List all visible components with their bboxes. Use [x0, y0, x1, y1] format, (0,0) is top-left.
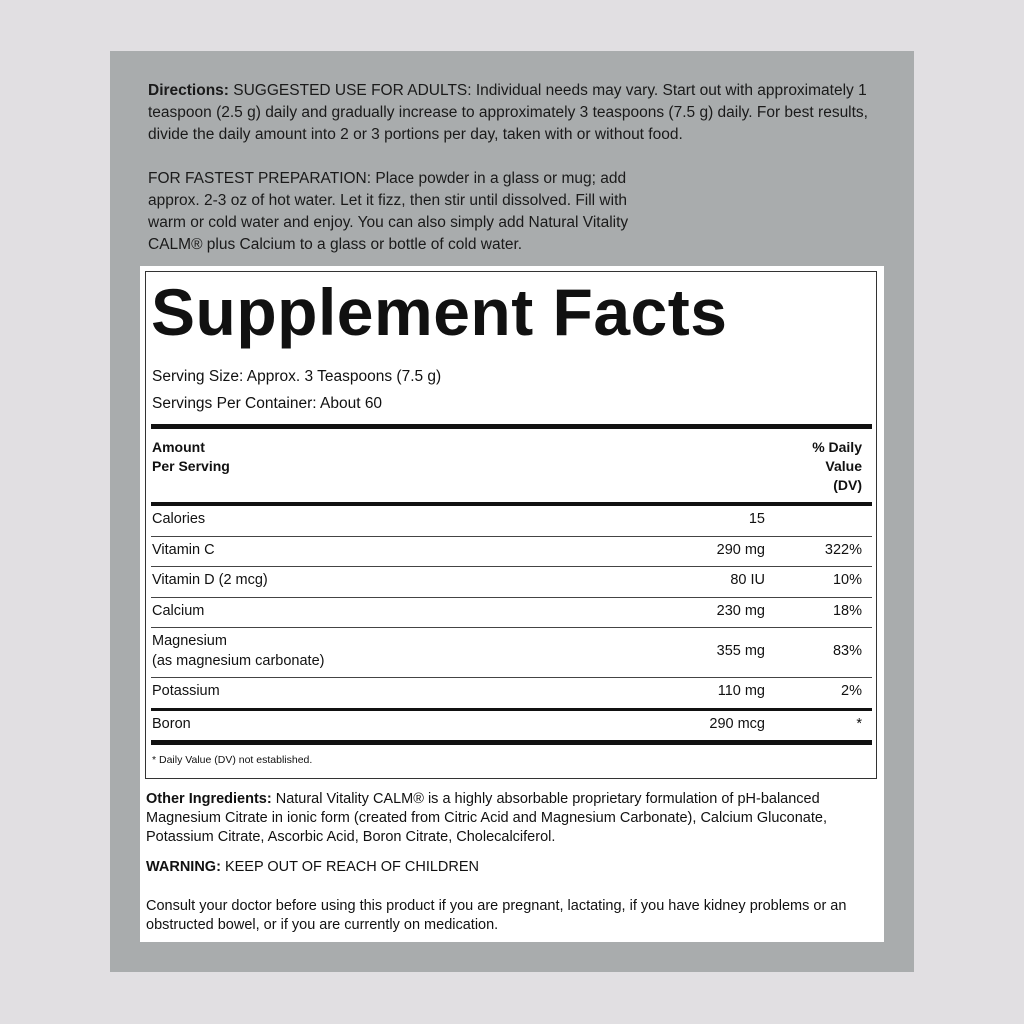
- warning-text: KEEP OUT OF REACH OF CHILDREN: [220, 859, 480, 875]
- thick-divider-bottom: [151, 740, 872, 745]
- nutrient-daily-value: *: [856, 716, 862, 732]
- medium-divider: [151, 708, 872, 711]
- supplement-facts-title: Supplement Facts: [151, 275, 728, 349]
- nutrient-name: Magnesium: [152, 633, 227, 649]
- preparation-paragraph: FOR FASTEST PREPARATION: Place powder in a glass or mug; add approx. 2-3 oz of hot water. Let it fizz, then stir until dissolved. Fill with warm or cold water and enjoy. You can also simply add Natural Vitality CALM® plus Calcium to a glass or bottle of cold water.: [148, 170, 629, 253]
- directions-label: Directions:: [148, 82, 229, 99]
- directions-section: [148, 80, 868, 256]
- nutrient-daily-value: 10%: [832, 572, 862, 588]
- other-ingredients: [146, 790, 878, 847]
- nutrient-daily-value: 2%: [841, 683, 862, 699]
- row-divider: [151, 536, 872, 537]
- daily-value-footnote: * Daily Value (DV) not established.: [152, 754, 313, 766]
- row-divider: [151, 566, 872, 567]
- nutrient-amount: 355 mg: [716, 643, 765, 659]
- directions-text: SUGGESTED USE FOR ADULTS: Individual needs may vary. Start out with approximately 1 teaspoon (2.5 g) daily and gradually increase to approximately 3 teaspoons (7.5 g) daily. For best results, divide the daily amount into 2 or 3 portions per day, taken with or without food.: [148, 82, 868, 143]
- nutrient-name: Calories: [152, 511, 206, 527]
- thick-divider-header: [151, 502, 872, 506]
- nutrient-name: Potassium: [152, 683, 220, 699]
- daily-value-header-line1: % Daily: [812, 439, 862, 455]
- amount-per-serving-header: [152, 438, 230, 476]
- nutrient-name: Vitamin C: [152, 542, 215, 558]
- nutrient-row-magnesium: [151, 632, 872, 672]
- nutrient-amount: 110 mg: [717, 683, 765, 699]
- servings-per-container: Servings Per Container: About 60: [152, 395, 383, 412]
- consult-text: Consult your doctor before using this product if you are pregnant, lactating, if you have kidney problems or an obstructed bowel, or if you are currently on medication.: [146, 898, 847, 933]
- row-divider: [151, 597, 872, 598]
- daily-value-header-line2: Value: [825, 458, 862, 474]
- warning-label: WARNING:: [146, 859, 221, 875]
- nutrient-name: Calcium: [152, 603, 205, 619]
- nutrient-amount: 290 mg: [716, 542, 765, 558]
- other-ingredients-text: Natural Vitality CALM® is a highly absorbable proprietary formulation of pH-balanced Magnesium Citrate in ionic form (created from Citric Acid and Magnesium Carbonate), Calcium Gluconate, Potassium Citrate, Ascorbic Acid, Boron Citrate, Cholecalciferol.: [146, 791, 827, 845]
- nutrient-subname: (as magnesium carbonate): [152, 653, 325, 669]
- nutrient-daily-value: 18%: [832, 603, 862, 619]
- daily-value-header: [812, 438, 862, 495]
- daily-value-header-line3: (DV): [833, 477, 862, 493]
- warning: [146, 858, 878, 877]
- nutrient-daily-value: 322%: [824, 542, 862, 558]
- thick-divider-top: [151, 424, 872, 429]
- amount-header-line: Amount: [152, 439, 205, 455]
- per-serving-header-line: Per Serving: [152, 458, 230, 474]
- serving-size: Serving Size: Approx. 3 Teaspoons (7.5 g): [152, 368, 442, 385]
- nutrient-amount: 230 mg: [716, 603, 765, 619]
- consult-doctor-note: [146, 897, 878, 935]
- nutrient-daily-value: 83%: [832, 643, 862, 659]
- row-divider: [151, 627, 872, 628]
- nutrient-name: Vitamin D (2 mcg): [152, 572, 268, 588]
- row-divider: [151, 677, 872, 678]
- other-ingredients-label: Other Ingredients:: [146, 791, 272, 807]
- nutrient-amount: 290 mcg: [709, 716, 765, 732]
- nutrient-name: Boron: [152, 716, 191, 732]
- directions-paragraph: [148, 80, 868, 146]
- nutrient-amount: 15: [748, 511, 765, 527]
- nutrient-amount: 80 IU: [730, 572, 765, 588]
